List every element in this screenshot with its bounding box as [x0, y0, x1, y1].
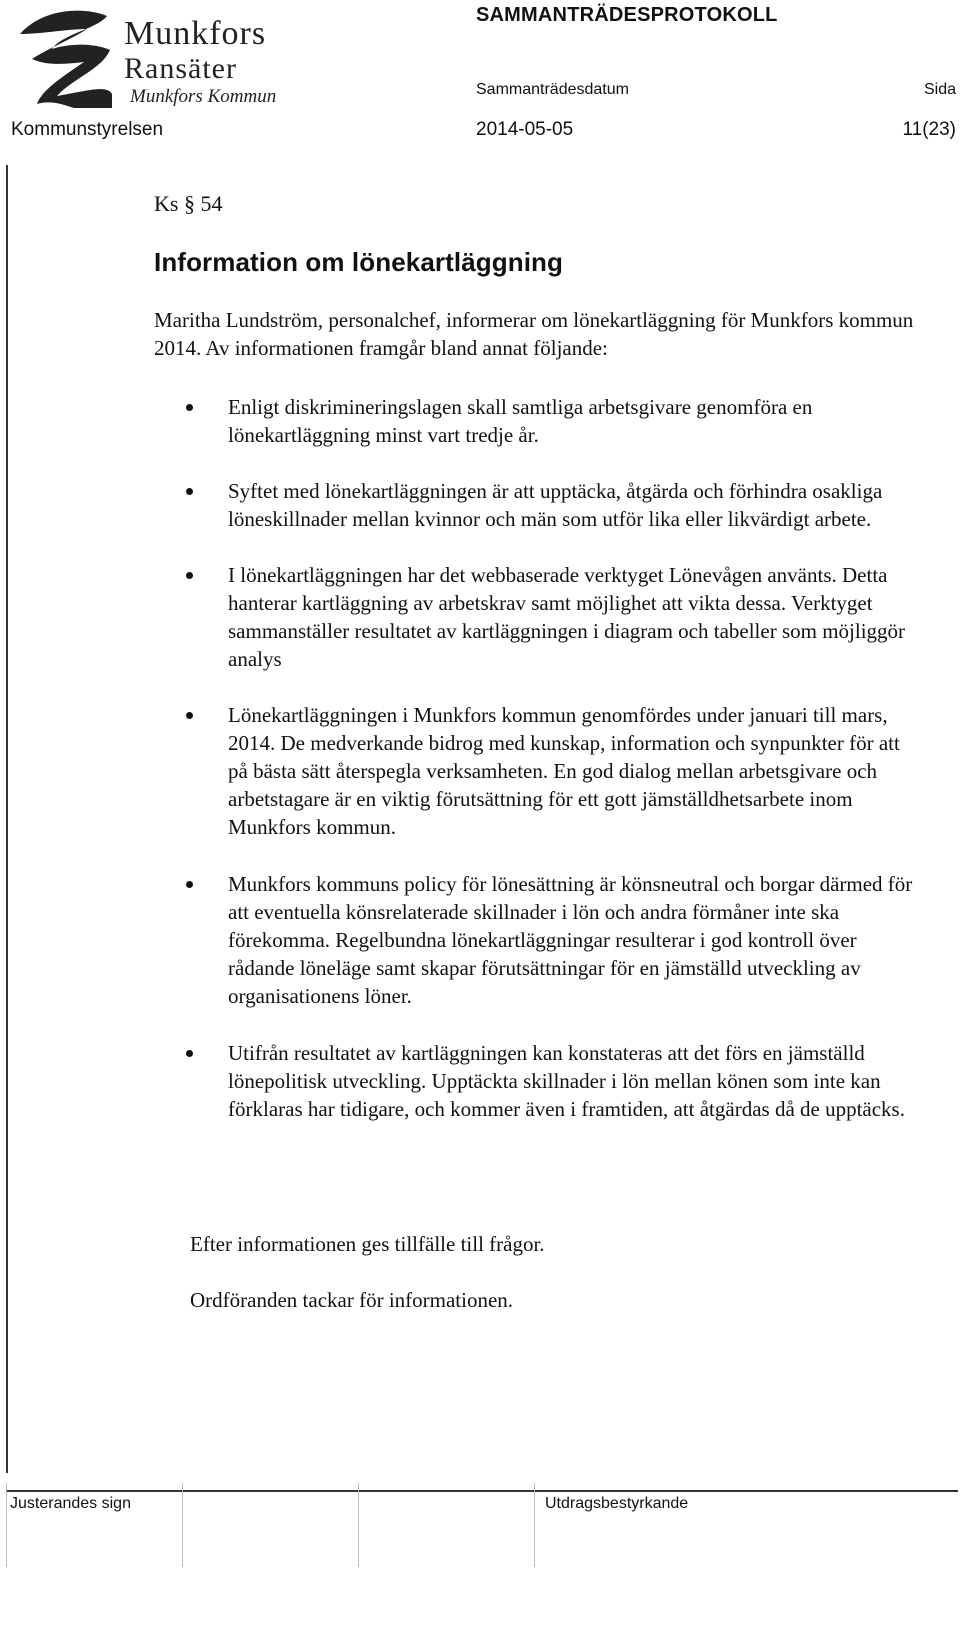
- bullet-icon: [186, 881, 193, 888]
- signature-box-divider: [182, 1483, 183, 1567]
- signature-box-divider: [6, 1483, 7, 1567]
- munkfors-ransater-logo: [12, 4, 312, 110]
- list-item: [154, 477, 924, 533]
- bullet-icon: [186, 404, 193, 411]
- logo-emblem-icon: [20, 11, 112, 108]
- page-number: 11(23): [902, 119, 956, 140]
- closing-statement-questions: Efter informationen ges tillfälle till frågor.: [190, 1232, 545, 1256]
- bullet-text: Enligt diskrimineringslagen skall samtliga arbetsgivare genomföra en lönekartläggning minst vart tredje år.: [228, 395, 813, 447]
- meeting-date: 2014-05-05: [476, 119, 574, 140]
- list-item: [154, 393, 924, 449]
- bullet-text: Lönekartläggningen i Munkfors kommun genomfördes under januari till mars, 2014. De medverkande bidrog med kunskap, information och synpunkter för att på bästa sätt återspegla verksamheten. En god dialog mellan arbetsgivare och arbetstagare är en viktig förutsättning för ett gott jämställdhetsarbete inom Munkfors kommun.: [228, 703, 900, 839]
- page-label: Sida: [923, 81, 956, 98]
- list-item: [154, 701, 924, 841]
- paragraph-number: Ks § 54: [154, 191, 223, 216]
- date-label: Sammanträdesdatum: [476, 81, 629, 98]
- closing-statement-thanks: Ordföranden tackar för informationen.: [190, 1288, 514, 1312]
- left-margin-rule: [6, 165, 8, 1473]
- bullet-icon: [186, 572, 193, 579]
- logo-text-ransater: Ransäter: [124, 52, 237, 85]
- bullet-text: I lönekartläggningen har det webbaserade verktyget Lönevågen använts. Detta hanterar kartläggning av arbetskrav samt möjlighet att vikta dessa. Verktyget sammanställer resultatet av kartläggningen i diagram och tabeller som möjliggör analys: [228, 563, 906, 671]
- section-heading: Information om lönekartläggning: [154, 247, 563, 277]
- organization: Kommunstyrelsen: [11, 119, 164, 140]
- list-item: [154, 1039, 924, 1123]
- signature-box-divider: [534, 1483, 535, 1567]
- signature-label: Justerandes sign: [10, 1495, 131, 1512]
- logo-text-kommun: Munkfors Kommun: [130, 86, 277, 107]
- bullet-icon: [186, 712, 193, 719]
- intro-paragraph: Maritha Lundström, personalchef, informerar om lönekartläggning för Munkfors kommun 2014. Av informationen framgår bland annat följande:: [154, 308, 914, 360]
- footer-divider: [6, 1490, 958, 1492]
- protocol-title: SAMMANTRÄDESPROTOKOLL: [476, 4, 778, 26]
- list-item: [154, 561, 924, 673]
- logo-text-munkfors: Munkfors: [124, 15, 267, 52]
- bullet-icon: [186, 1050, 193, 1057]
- signature-box-divider: [358, 1483, 359, 1567]
- bullet-text: Munkfors kommuns policy för lönesättning är könsneutral och borgar därmed för att eventuella könsrelaterade skillnader i lön och andra förmåner inte ska förekomma. Regelbundna lönekartläggningar resulterar i god kontroll över rådande löneläge samt skapar förutsättningar för en jämställd utveckling av organisationens löner.: [228, 872, 913, 1008]
- bullet-text: Utifrån resultatet av kartläggningen kan konstateras att det förs en jämställd lönepolitisk utveckling. Upptäckta skillnader i lön mellan könen som inte kan förklaras har tidigare, och kommer även i framtiden, att åtgärdas då de upptäcks.: [228, 1041, 905, 1121]
- bullet-list: [154, 393, 924, 1123]
- extract-certification-label: Utdragsbestyrkande: [545, 1495, 689, 1512]
- bullet-icon: [186, 488, 193, 495]
- list-item: [154, 870, 924, 1010]
- bullet-text: Syftet med lönekartläggningen är att upptäcka, åtgärda och förhindra osakliga löneskillnader mellan kvinnor och män som utför lika eller likvärdigt arbete.: [228, 479, 883, 531]
